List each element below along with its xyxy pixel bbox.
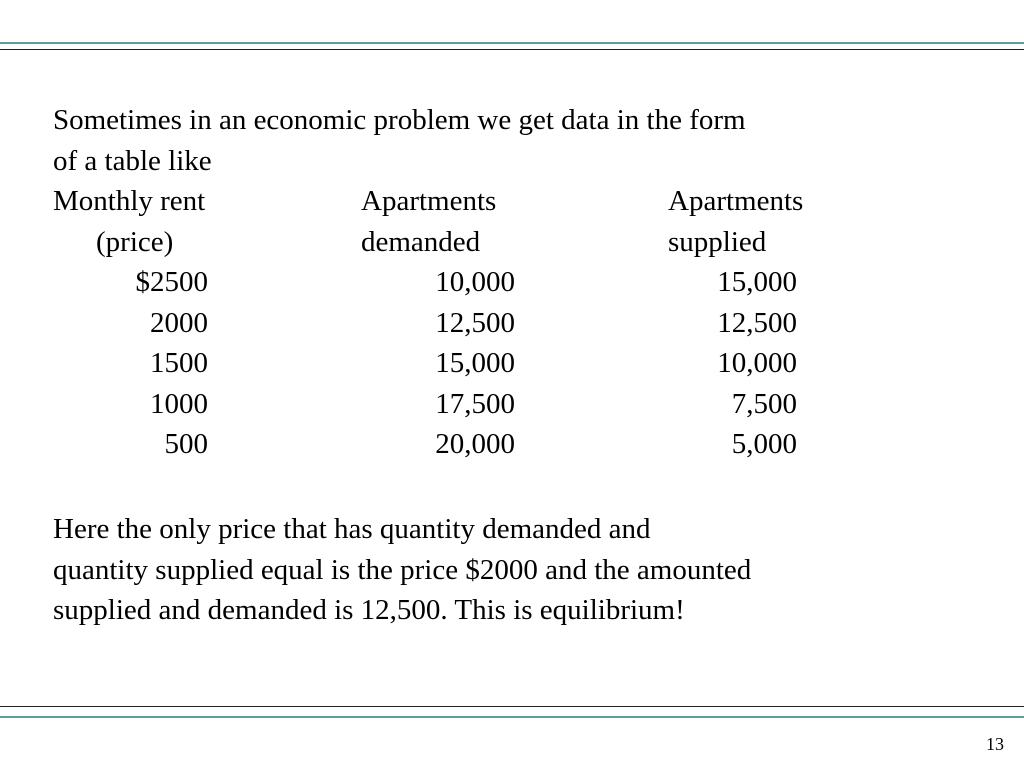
intro-paragraph	[53, 100, 746, 181]
bottom-rule-dark	[0, 706, 1024, 707]
top-rule-dark	[0, 49, 1024, 50]
price-column	[100, 262, 208, 465]
conclusion-line-3: supplied and demanded is 12,500. This is equilibrium!	[53, 594, 685, 626]
demanded-cell: 12,500	[435, 306, 515, 339]
header-supplied	[668, 181, 803, 262]
header-demanded	[361, 181, 496, 262]
header-supplied-line-1: Apartments	[668, 185, 804, 217]
supplied-cell: 7,500	[731, 387, 797, 420]
supplied-column	[680, 262, 797, 465]
demanded-cell: 10,000	[435, 266, 515, 298]
header-supplied-line-2: supplied	[668, 225, 767, 258]
conclusion-line-1: Here the only price that has quantity demanded and	[53, 513, 651, 545]
demanded-cell: 15,000	[435, 347, 515, 379]
price-cell: 500	[164, 428, 208, 460]
price-cell: 1500	[150, 347, 208, 379]
header-price	[53, 181, 205, 262]
price-cell: 1000	[150, 387, 208, 420]
conclusion-paragraph	[53, 509, 751, 631]
price-cell: $2500	[135, 266, 208, 298]
demanded-column	[400, 262, 515, 465]
supplied-cell: 12,500	[717, 306, 797, 339]
header-price-line-2: (price)	[96, 225, 174, 258]
demanded-cell: 17,500	[435, 387, 515, 420]
header-demanded-line-2: demanded	[361, 225, 481, 258]
bottom-rule-teal	[0, 716, 1024, 718]
page-number: 13	[986, 734, 1004, 754]
conclusion-line-2: quantity supplied equal is the price $2000 and the amounted	[53, 553, 752, 586]
intro-line-2: of a table like	[53, 144, 212, 177]
supplied-cell: 10,000	[717, 347, 797, 379]
supplied-cell: 5,000	[731, 428, 797, 460]
top-rule-teal	[0, 42, 1024, 44]
header-price-line-1: Monthly rent	[53, 185, 206, 217]
supplied-cell: 15,000	[717, 266, 797, 298]
header-demanded-line-1: Apartments	[361, 185, 497, 217]
price-cell: 2000	[150, 306, 208, 339]
intro-line-1: Sometimes in an economic problem we get data in the form	[53, 104, 746, 136]
demanded-cell: 20,000	[435, 428, 515, 460]
